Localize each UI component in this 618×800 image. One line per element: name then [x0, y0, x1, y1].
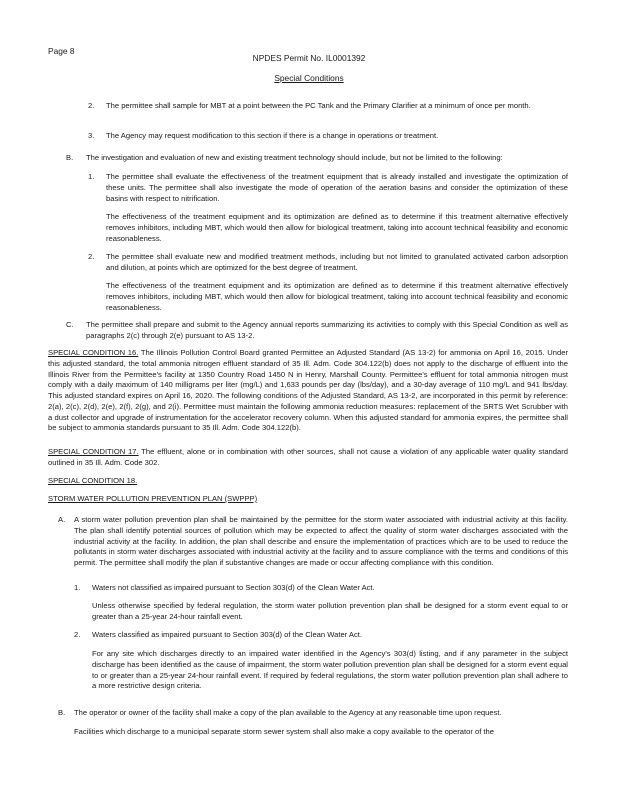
section-label: B. — [58, 708, 66, 717]
condition-label: SPECIAL CONDITION 17. — [48, 447, 139, 456]
list-number: 1. — [74, 583, 81, 592]
list-number: 3. — [88, 131, 95, 140]
page-title: Special Conditions — [274, 73, 344, 83]
list-item-text: The permittee shall sample for MBT at a point between the PC Tank and the Primary Clarifier at a minimum of once per month. — [106, 101, 531, 110]
list-item-text: The Agency may request modification to this section if there is a change in operations or treatment. — [106, 131, 439, 140]
section-text: A storm water pollution prevention plan shall be maintained by the permittee for the storm water associated with industrial activity at this facility. The plan shall identify potential sources of pollution which may be expected to affect the quality of storm water discharges associated with the industrial activity at the facility. In addition, the plan shall describe and ensure the implementation of practices which are to be used to reduce the pollutants in storm water discharges associated with industrial activity at the facility and to assure compliance with the terms and conditions of this permit. The permittee shall modify the plan if substantive changes are made or occur affecting compliance with this condition. — [74, 515, 568, 568]
section-subtext: Facilities which discharge to a municipal separate storm sewer system shall also make a copy available to the operator of the — [74, 727, 494, 736]
page-number: Page 8 — [48, 46, 75, 56]
list-number: 2. — [88, 252, 95, 261]
list-item-subtext: Unless otherwise specified by federal regulation, the storm water pollution prevention plan shall be designed for a storm event equal to or greater than a 25-year 24-hour rainfall event. — [92, 601, 568, 621]
section-label: A. — [58, 515, 66, 524]
section-label: B. — [66, 153, 74, 162]
special-condition-16 — [48, 348, 568, 434]
special-condition-17 — [48, 447, 568, 469]
list-item-subtext: For any site which discharges directly to an impaired water identified in the Agency's 303(d) listing, and if any parameter in the subject discharge has been identified as the cause of impairment, the storm water pollution prevention plan shall be designed for a storm event equal to or greater than a 25-year 24-hour rainfall event. If required by federal regulations, the storm water pollution prevention plan shall adhere to a more restrictive design criteria. — [92, 649, 568, 691]
list-item-text: The permittee shall evaluate the effectiveness of the treatment equipment that is already installed and investigate the optimization of these units. The permittee shall also investigate the mode of operation of the aeration basins and consider the optimization of these basins with respect to nitrification. — [106, 172, 568, 203]
condition-text: The Illinois Pollution Control Board granted Permittee an Adjusted Standard (AS 13-2) for ammonia on April 16, 2015. Under this adjusted standard, the total ammonia nitrogen effluent standard of 35 Ill. Adm. Code 304.122(b) does not apply to the discharge of effluent into the Illinois River from the Permittee's facility at 1350 Country Road 1450 N in Henry, Marshall County. Permittee's effluent for total ammonia nitrogen must comply with a daily maximum of 140 milligrams per liter (mg/L) and 1,633 pounds per day (lbs/day), and a 30-day average of 110 mg/L and 941 lbs/day. This adjusted standard expires on April 16, 2020. The following conditions of the Adjusted Standard, AS 13-2, are incorporated in this permit by reference: 2(a), 2(c), 2(d), 2(e), 2(f), 2(g), and 2(i). Permittee must maintain the following ammonia reduction measures: replacement of the SRTS Wet Scrubber with a dust collector and upgrade of instrumentation for the accelerator recovery column. When this adjusted standard for ammonia expires, the permittee shall be subject to ammonia standards pursuant to 35 Ill. Adm. Code 304.122(b). — [48, 348, 568, 433]
list-item-text: Waters classified as impaired pursuant to Section 303(d) of the Clean Water Act. — [92, 630, 362, 639]
special-condition-18-label: SPECIAL CONDITION 18. — [48, 476, 138, 485]
permit-number: NPDES Permit No. IL0001392 — [252, 53, 366, 63]
condition-label: SPECIAL CONDITION 16. — [48, 348, 139, 357]
list-number: 2. — [88, 101, 95, 110]
section-text: The permittee shall prepare and submit to the Agency annual reports summarizing its activities to comply with this Special Condition as well as paragraphs 2(c) through 2(e) pursuant to AS 13-2. — [86, 320, 568, 340]
swppp-heading: STORM WATER POLLUTION PREVENTION PLAN (SWPPP) — [48, 494, 258, 503]
list-item-text: The permittee shall evaluate new and modified treatment methods, including but not limited to granulated activated carbon adsorption and dilution, at points which are optimized for the best degree of treatment. — [106, 252, 568, 272]
list-item-subtext: The effectiveness of the treatment equipment and its optimization are defined as to determine if this treatment alternative effectively removes inhibitors, including MBT, which would then allow for biological treatment, taking into account technical feasibility and economic reasonableness. — [106, 212, 568, 243]
section-text: The operator or owner of the facility shall make a copy of the plan available to the Agency at any reasonable time upon request. — [74, 708, 502, 717]
section-label: C. — [66, 320, 74, 329]
condition-text: The effluent, alone or in combination with other sources, shall not cause a violation of any applicable water quality standard outlined in 35 Ill. Adm. Code 302. — [48, 447, 568, 467]
list-item-subtext: The effectiveness of the treatment equipment and its optimization are defined as to determine if this treatment alternative effectively removes inhibitors, including MBT, which would then allow for biological treatment, taking into account technical feasibility and economic reasonableness. — [106, 281, 568, 312]
list-number: 2. — [74, 630, 81, 639]
list-number: 1. — [88, 172, 95, 181]
list-item-text: Waters not classified as impaired pursuant to Section 303(d) of the Clean Water Act. — [92, 583, 375, 592]
section-text: The investigation and evaluation of new and existing treatment technology should include, but not be limited to the following: — [86, 153, 503, 162]
